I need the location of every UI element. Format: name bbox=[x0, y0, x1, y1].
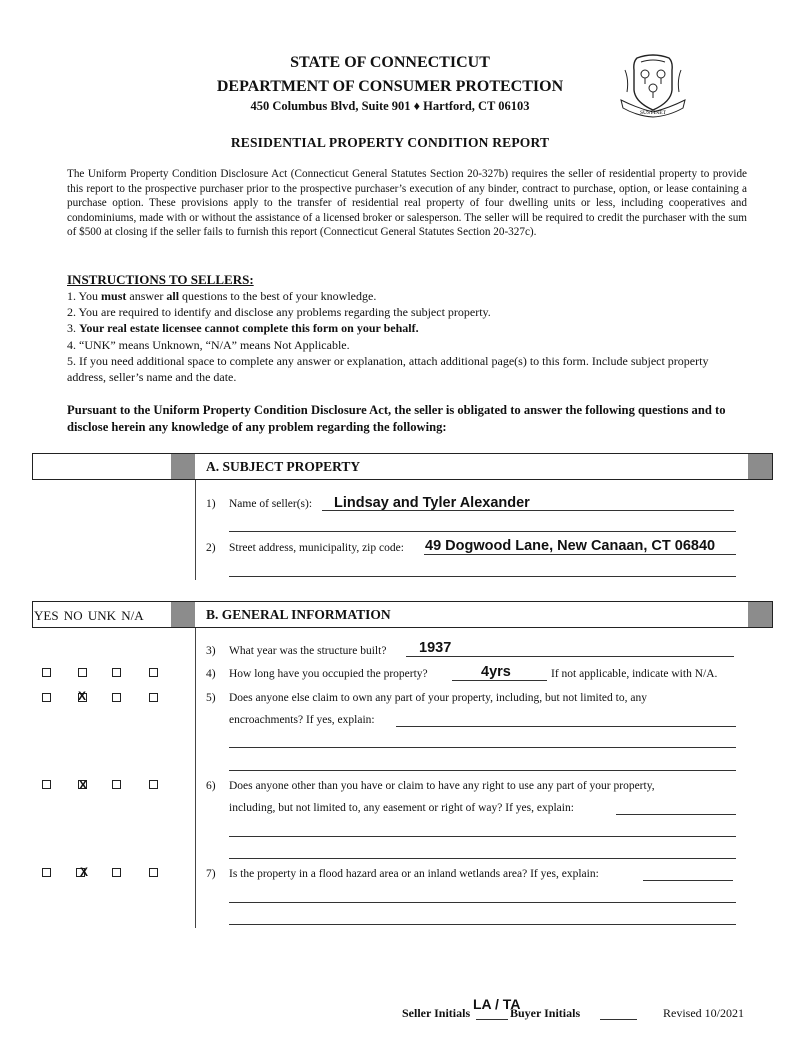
q6-explain-line-2[interactable] bbox=[229, 836, 736, 837]
q7-na-checkbox[interactable] bbox=[149, 868, 158, 877]
q6-question: Does anyone other than you have or claim to have any right to use any part of your property, bbox=[229, 780, 655, 792]
instructions-list bbox=[67, 288, 742, 385]
answer-column-headers: YES NO UNK N/A bbox=[34, 608, 144, 623]
year-built-field[interactable]: 1937 bbox=[419, 640, 452, 656]
instruction-2: 2. You are required to identify and disclose any problems regarding the subject property. bbox=[67, 305, 491, 320]
q4-yes-checkbox[interactable] bbox=[42, 668, 51, 677]
q5-number: 5) bbox=[206, 692, 216, 704]
section-a-title: A. SUBJECT PROPERTY bbox=[206, 459, 361, 474]
q1-label: Name of seller(s): bbox=[229, 498, 313, 510]
instruction-3: 3. Your real estate licensee cannot complete this form on your behalf. bbox=[67, 321, 419, 336]
q4-no-checkbox[interactable] bbox=[78, 668, 87, 677]
q5-explain-line[interactable] bbox=[396, 726, 736, 727]
q7-explain-line-3[interactable] bbox=[229, 924, 736, 925]
divider-line bbox=[195, 480, 196, 580]
q4-unk-checkbox[interactable] bbox=[112, 668, 121, 677]
section-b-title: B. GENERAL INFORMATION bbox=[206, 607, 391, 622]
q7-explain-line-2[interactable] bbox=[229, 902, 736, 903]
instruction-1: 1. You must answer all questions to the best of your knowledge. bbox=[67, 289, 377, 303]
q5-explain-label: encroachments? If yes, explain: bbox=[229, 714, 375, 726]
street-address-field[interactable]: 49 Dogwood Lane, New Canaan, CT 06840 bbox=[425, 538, 716, 554]
q5-no-check-mark: X bbox=[78, 689, 87, 703]
q7-number: 7) bbox=[206, 868, 216, 880]
q4-na-checkbox[interactable] bbox=[149, 668, 158, 677]
q6-na-checkbox[interactable] bbox=[149, 780, 158, 789]
pursuant-statement: Pursuant to the Uniform Property Condition Disclosure Act, the seller is obligated to answer the following questions and to disclose herein any knowledge of any problem regarding the following: bbox=[67, 403, 726, 434]
q5-yes-checkbox[interactable] bbox=[42, 693, 51, 702]
q5-na-checkbox[interactable] bbox=[149, 693, 158, 702]
instructions-heading: INSTRUCTIONS TO SELLERS: bbox=[67, 272, 254, 287]
q4-suffix: If not applicable, indicate with N/A. bbox=[551, 668, 718, 680]
state-title: STATE OF CONNECTICUT bbox=[290, 54, 490, 71]
q6-no-check-mark: X bbox=[79, 778, 88, 792]
buyer-initials-label: Buyer Initials bbox=[510, 1006, 581, 1020]
seal-motto: SUSTINET bbox=[640, 110, 666, 116]
revision-date: Revised 10/2021 bbox=[663, 1006, 744, 1020]
state-seal-icon bbox=[617, 50, 689, 118]
q7-no-check-mark: X bbox=[80, 865, 89, 879]
divider-line bbox=[195, 628, 196, 928]
q6-explain-line[interactable] bbox=[616, 814, 736, 815]
q5-explain-line-2[interactable] bbox=[229, 747, 736, 748]
q2-underline bbox=[424, 554, 736, 555]
form-title: RESIDENTIAL PROPERTY CONDITION REPORT bbox=[230, 135, 550, 150]
q3-label: What year was the structure built? bbox=[229, 645, 387, 657]
q2-number: 2) bbox=[206, 542, 216, 554]
q2-label: Street address, municipality, zip code: bbox=[229, 542, 404, 554]
seller-name-field[interactable]: Lindsay and Tyler Alexander bbox=[334, 495, 530, 511]
department-title: DEPARTMENT OF CONSUMER PROTECTION bbox=[216, 78, 564, 95]
seller-initials-field[interactable]: LA / TA bbox=[473, 996, 521, 1012]
seller-initials-line bbox=[476, 1019, 508, 1020]
q3-underline bbox=[406, 656, 734, 657]
q7-unk-checkbox[interactable] bbox=[112, 868, 121, 877]
q7-yes-checkbox[interactable] bbox=[42, 868, 51, 877]
q1-extra-line bbox=[229, 531, 736, 532]
q4-underline bbox=[452, 680, 547, 681]
q5-explain-line-3[interactable] bbox=[229, 770, 736, 771]
instruction-4: 4. “UNK” means Unknown, “N/A” means Not Applicable. bbox=[67, 337, 350, 352]
occupancy-duration-field[interactable]: 4yrs bbox=[481, 664, 511, 680]
q5-question: Does anyone else claim to own any part of your property, including, but not limited to, any bbox=[229, 692, 647, 704]
q7-question: Is the property in a flood hazard area or an inland wetlands area? If yes, explain: bbox=[229, 868, 599, 880]
q4-label: How long have you occupied the property? bbox=[229, 668, 428, 680]
seller-initials-label: Seller Initials bbox=[402, 1006, 471, 1020]
q1-underline bbox=[322, 510, 734, 511]
instruction-5: 5. If you need additional space to complete any answer or explanation, attach additional page(s) to this form. Include subject property address, seller’s name and the date. bbox=[67, 353, 709, 385]
q6-unk-checkbox[interactable] bbox=[112, 780, 121, 789]
q6-yes-checkbox[interactable] bbox=[42, 780, 51, 789]
q7-explain-line[interactable] bbox=[643, 880, 733, 881]
buyer-initials-line[interactable] bbox=[600, 1019, 637, 1020]
section-a-header bbox=[32, 453, 773, 480]
q6-explain-line-3[interactable] bbox=[229, 858, 736, 859]
q1-number: 1) bbox=[206, 498, 216, 510]
q5-unk-checkbox[interactable] bbox=[112, 693, 121, 702]
q2-extra-line bbox=[229, 576, 736, 577]
q4-number: 4) bbox=[206, 668, 216, 680]
q3-number: 3) bbox=[206, 645, 216, 657]
department-address: 450 Columbus Blvd, Suite 901 ♦ Hartford, CT 06103 bbox=[250, 99, 530, 113]
q6-number: 6) bbox=[206, 780, 216, 792]
intro-paragraph: The Uniform Property Condition Disclosure Act (Connecticut General Statutes Section 20-327b) requires the seller of residential property to provide this report to the prospective purchaser prior to the prospective purchaser’s execution of any binder, contract to purchase, option, or lease containing a purchase option. These provisions apply to the transfer of residential real property of four dwelling units or less, including cooperatives and condominiums, made with or without the assistance of a licensed broker or salesperson. The seller will be required to credit the purchaser with the sum of $500 at closing if the seller fails to furnish this report (Connecticut General Statutes Section 20-327c). bbox=[67, 168, 747, 238]
q6-explain-label: including, but not limited to, any easement or right of way? If yes, explain: bbox=[229, 802, 574, 814]
